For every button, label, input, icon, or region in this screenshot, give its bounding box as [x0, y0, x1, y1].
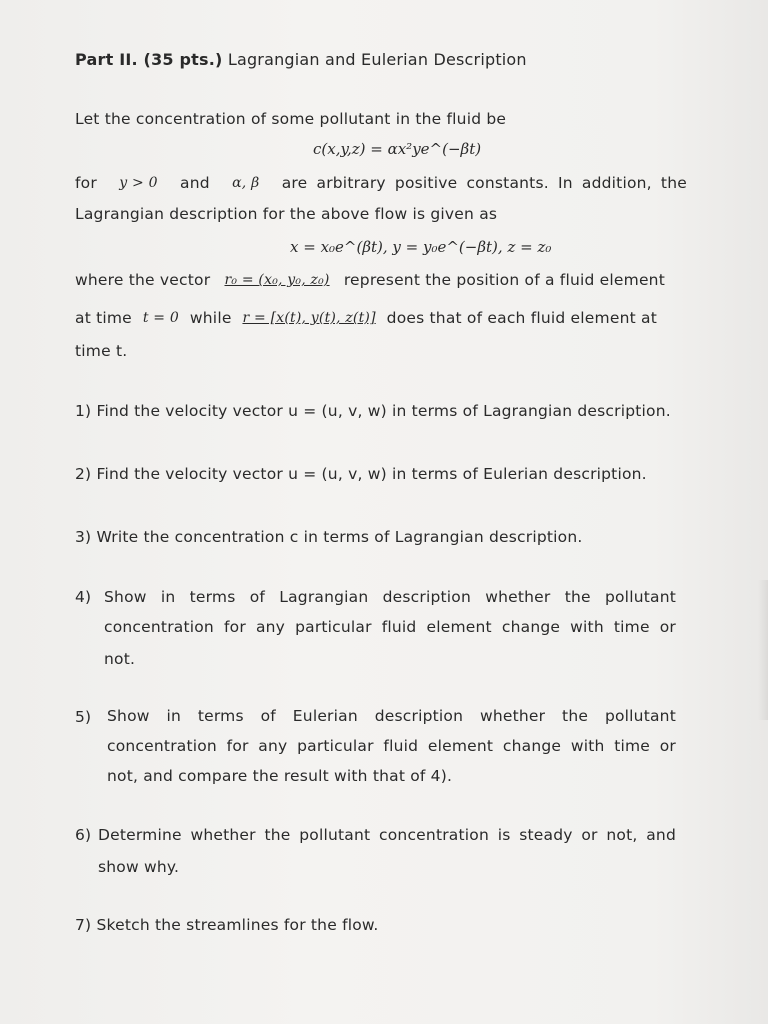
- question-6-line-2: show why.: [98, 858, 180, 876]
- part-label: Part II. (35 pts.): [75, 50, 223, 69]
- question-7: [75, 915, 379, 935]
- question-2-text: Find the velocity vector u = (u, v, w) in terms of Eulerian description.: [96, 465, 647, 483]
- part-heading: [75, 50, 527, 70]
- intro-line-3: Lagrangian description for the above flow is given as: [75, 205, 498, 223]
- position-vector-r0: r₀ = (x₀, y₀, z₀): [224, 272, 330, 288]
- constants-alpha-beta: α, β: [232, 175, 260, 191]
- question-5-number: 5): [75, 708, 92, 726]
- question-2-number: 2): [75, 465, 92, 483]
- position-vector-r: r = [x(t), y(t), z(t)]: [242, 310, 376, 326]
- concentration-equation-text: c(x,y,z) = αx²ye^(−βt): [313, 140, 482, 158]
- question-6-line-1: Determine whether the pollutant concentration is steady or not, and: [98, 826, 676, 844]
- page-edge-shadow: [758, 580, 768, 720]
- question-4-line-1: Show in terms of Lagrangian description whether the pollutant: [104, 588, 676, 606]
- intro-line-4-rest: represent the position of a fluid element: [343, 271, 665, 289]
- concentration-equation: [313, 140, 481, 158]
- question-5-line-1: Show in terms of Eulerian description whether the pollutant: [107, 707, 676, 725]
- time-zero: t = 0: [142, 310, 179, 326]
- question-2: [75, 464, 647, 484]
- question-3: [75, 527, 583, 547]
- question-5-line-3: not, and compare the result with that of 4).: [107, 767, 453, 785]
- intro-at-time: at time: [75, 309, 132, 327]
- question-3-number: 3): [75, 528, 92, 546]
- question-6-number: 6): [75, 826, 92, 844]
- intro-line-1: Let the concentration of some pollutant in the fluid be: [75, 110, 507, 128]
- intro-line-5: [75, 308, 657, 328]
- lagrangian-equation: [290, 238, 551, 256]
- question-3-text: Write the concentration c in terms of Lagrangian description.: [96, 528, 583, 546]
- question-1-text: Find the velocity vector u = (u, v, w) in terms of Lagrangian description.: [96, 402, 671, 420]
- question-1: [75, 401, 671, 421]
- question-4-line-3: not.: [104, 650, 136, 668]
- question-7-text: Sketch the streamlines for the flow.: [96, 916, 379, 934]
- intro-for: for: [75, 174, 97, 192]
- intro-line-5-rest: does that of each fluid element at: [386, 309, 657, 327]
- question-1-number: 1): [75, 402, 92, 420]
- intro-line-2: [75, 173, 687, 193]
- intro-and: and: [180, 174, 210, 192]
- question-4-line-2: concentration for any particular fluid element change with time or: [104, 618, 676, 636]
- intro-line-6: time t.: [75, 342, 128, 360]
- part-title: Lagrangian and Eulerian Description: [227, 50, 527, 69]
- lagrangian-equation-text: x = x₀e^(βt), y = y₀e^(−βt), z = z₀: [290, 238, 552, 256]
- question-7-number: 7): [75, 916, 92, 934]
- intro-while: while: [189, 309, 232, 327]
- intro-line-4: [75, 270, 665, 290]
- question-4-number: 4): [75, 588, 92, 606]
- intro-line-2-rest: are arbitrary positive constants. In addition, the: [281, 174, 687, 192]
- question-5-line-2: concentration for any particular fluid element change with time or: [107, 737, 676, 755]
- condition-y: y > 0: [119, 175, 158, 191]
- intro-where-vector: where the vector: [75, 271, 211, 289]
